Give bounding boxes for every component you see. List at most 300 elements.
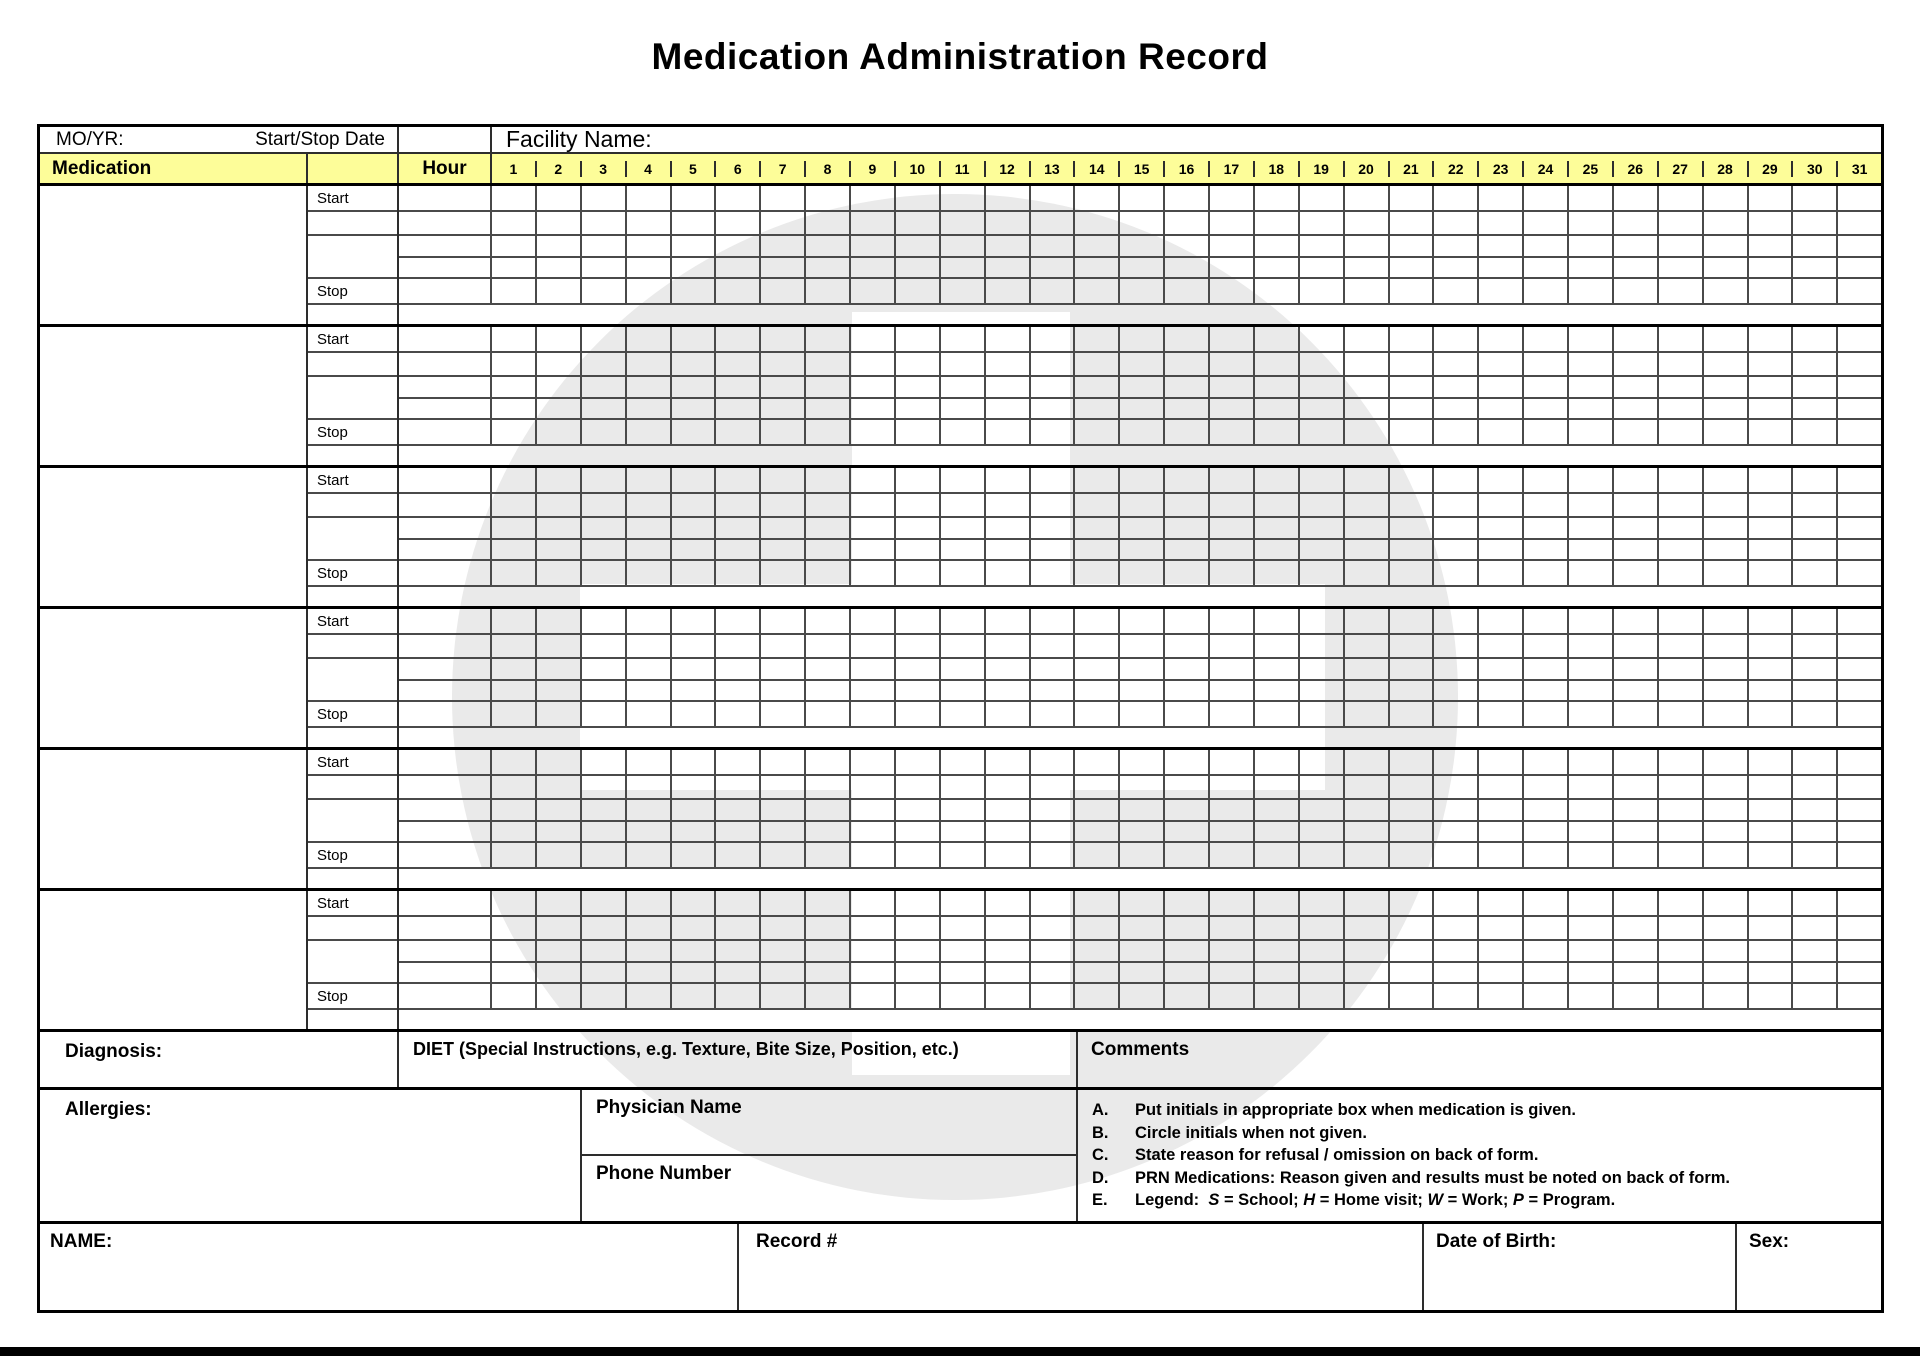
day-cell[interactable] <box>1120 236 1165 256</box>
hour-cell[interactable] <box>399 468 492 492</box>
day-cell[interactable] <box>1524 327 1569 351</box>
day-cell[interactable] <box>986 891 1031 915</box>
day-cell[interactable] <box>1255 635 1300 657</box>
day-cell[interactable] <box>1255 327 1300 351</box>
day-cell[interactable] <box>761 984 806 1008</box>
day-cell[interactable] <box>1075 941 1120 961</box>
day-cell[interactable] <box>1120 279 1165 303</box>
day-cell[interactable] <box>896 891 941 915</box>
day-cell[interactable] <box>582 635 627 657</box>
day-cell[interactable] <box>582 843 627 867</box>
hour-cell[interactable] <box>399 702 492 726</box>
day-cell[interactable] <box>761 963 806 982</box>
day-cell[interactable] <box>1120 941 1165 961</box>
day-cell[interactable] <box>1704 258 1749 277</box>
date-of-birth-field[interactable] <box>1424 1224 1737 1310</box>
day-cell[interactable] <box>941 518 986 538</box>
day-cell[interactable] <box>761 420 806 444</box>
day-cell[interactable] <box>1659 399 1704 418</box>
day-cell[interactable] <box>716 258 761 277</box>
day-cell[interactable] <box>1704 327 1749 351</box>
day-cell[interactable] <box>1704 891 1749 915</box>
day-cell[interactable] <box>1793 635 1838 657</box>
day-cell[interactable] <box>1614 750 1659 774</box>
day-cell[interactable] <box>1390 843 1435 867</box>
day-cell[interactable] <box>1031 420 1076 444</box>
day-cell[interactable] <box>761 494 806 516</box>
day-cell[interactable] <box>1165 776 1210 798</box>
day-cell[interactable] <box>1659 468 1704 492</box>
day-cell[interactable] <box>761 540 806 559</box>
day-cell[interactable] <box>896 843 941 867</box>
day-cell[interactable] <box>1210 776 1255 798</box>
day-cell[interactable] <box>627 518 672 538</box>
day-cell[interactable] <box>627 186 672 210</box>
day-cell[interactable] <box>761 635 806 657</box>
day-cell[interactable] <box>582 327 627 351</box>
day-cell[interactable] <box>1434 822 1479 841</box>
day-cell[interactable] <box>1793 917 1838 939</box>
day-cell[interactable] <box>1659 377 1704 397</box>
day-cell[interactable] <box>1479 635 1524 657</box>
day-cell[interactable] <box>1434 540 1479 559</box>
day-cell[interactable] <box>1793 468 1838 492</box>
day-cell[interactable] <box>1793 420 1838 444</box>
day-cell[interactable] <box>1255 212 1300 234</box>
day-cell[interactable] <box>1838 518 1881 538</box>
day-cell[interactable] <box>986 377 1031 397</box>
mo-yr-field[interactable] <box>40 127 399 152</box>
day-cell[interactable] <box>1793 984 1838 1008</box>
day-cell[interactable] <box>986 635 1031 657</box>
day-cell[interactable] <box>1390 561 1435 585</box>
day-cell[interactable] <box>1210 540 1255 559</box>
day-cell[interactable] <box>1479 212 1524 234</box>
record-number-field[interactable] <box>739 1224 1424 1310</box>
day-cell[interactable] <box>1838 212 1881 234</box>
day-cell[interactable] <box>582 399 627 418</box>
day-cell[interactable] <box>1210 377 1255 397</box>
day-cell[interactable] <box>1300 776 1345 798</box>
day-cell[interactable] <box>1075 659 1120 679</box>
day-cell[interactable] <box>941 258 986 277</box>
day-cell[interactable] <box>1075 635 1120 657</box>
day-cell[interactable] <box>1749 843 1794 867</box>
day-cell[interactable] <box>1031 776 1076 798</box>
day-cell[interactable] <box>1210 941 1255 961</box>
day-cell[interactable] <box>1255 420 1300 444</box>
hour-cell[interactable] <box>399 941 492 961</box>
day-cell[interactable] <box>492 236 537 256</box>
day-cell[interactable] <box>941 327 986 351</box>
day-cell[interactable] <box>896 681 941 700</box>
day-cell[interactable] <box>1838 494 1881 516</box>
day-cell[interactable] <box>1838 377 1881 397</box>
day-cell[interactable] <box>1255 984 1300 1008</box>
day-cell[interactable] <box>1704 468 1749 492</box>
day-cell[interactable] <box>1210 659 1255 679</box>
day-cell[interactable] <box>627 258 672 277</box>
day-cell[interactable] <box>1210 494 1255 516</box>
day-cell[interactable] <box>716 776 761 798</box>
day-cell[interactable] <box>1704 279 1749 303</box>
day-cell[interactable] <box>1793 540 1838 559</box>
day-cell[interactable] <box>1031 659 1076 679</box>
day-cell[interactable] <box>492 659 537 679</box>
day-cell[interactable] <box>537 399 582 418</box>
day-cell[interactable] <box>806 186 851 210</box>
day-cell[interactable] <box>627 420 672 444</box>
day-cell[interactable] <box>1390 635 1435 657</box>
day-cell[interactable] <box>1165 635 1210 657</box>
hour-cell[interactable] <box>399 609 492 633</box>
day-cell[interactable] <box>672 702 717 726</box>
day-cell[interactable] <box>1075 494 1120 516</box>
day-cell[interactable] <box>1704 984 1749 1008</box>
day-cell[interactable] <box>896 776 941 798</box>
day-cell[interactable] <box>896 518 941 538</box>
hour-cell[interactable] <box>399 258 492 277</box>
medication-field[interactable] <box>40 750 308 888</box>
day-cell[interactable] <box>582 279 627 303</box>
day-cell[interactable] <box>1345 750 1390 774</box>
day-cell[interactable] <box>582 186 627 210</box>
day-cell[interactable] <box>1704 353 1749 375</box>
day-cell[interactable] <box>806 941 851 961</box>
day-cell[interactable] <box>1659 941 1704 961</box>
day-cell[interactable] <box>986 941 1031 961</box>
day-cell[interactable] <box>1614 917 1659 939</box>
day-cell[interactable] <box>1300 518 1345 538</box>
day-cell[interactable] <box>1793 941 1838 961</box>
day-cell[interactable] <box>492 258 537 277</box>
day-cell[interactable] <box>672 494 717 516</box>
day-cell[interactable] <box>986 561 1031 585</box>
day-cell[interactable] <box>1524 258 1569 277</box>
day-cell[interactable] <box>627 917 672 939</box>
day-cell[interactable] <box>1704 540 1749 559</box>
hour-cell[interactable] <box>399 327 492 351</box>
day-cell[interactable] <box>851 963 896 982</box>
day-cell[interactable] <box>806 561 851 585</box>
day-cell[interactable] <box>716 377 761 397</box>
day-cell[interactable] <box>1479 984 1524 1008</box>
day-cell[interactable] <box>986 776 1031 798</box>
day-cell[interactable] <box>1838 420 1881 444</box>
day-cell[interactable] <box>492 327 537 351</box>
day-cell[interactable] <box>1210 843 1255 867</box>
day-cell[interactable] <box>1075 702 1120 726</box>
day-cell[interactable] <box>1075 561 1120 585</box>
day-cell[interactable] <box>806 468 851 492</box>
day-cell[interactable] <box>537 702 582 726</box>
day-cell[interactable] <box>1659 327 1704 351</box>
day-cell[interactable] <box>537 941 582 961</box>
hour-cell[interactable] <box>399 917 492 939</box>
day-cell[interactable] <box>1255 941 1300 961</box>
day-cell[interactable] <box>716 941 761 961</box>
day-cell[interactable] <box>627 561 672 585</box>
day-cell[interactable] <box>1075 236 1120 256</box>
day-cell[interactable] <box>1659 186 1704 210</box>
day-cell[interactable] <box>716 681 761 700</box>
day-cell[interactable] <box>1614 776 1659 798</box>
day-cell[interactable] <box>1614 236 1659 256</box>
day-cell[interactable] <box>851 494 896 516</box>
day-cell[interactable] <box>1749 236 1794 256</box>
day-cell[interactable] <box>1793 494 1838 516</box>
day-cell[interactable] <box>1749 279 1794 303</box>
allergies-field[interactable] <box>40 1090 582 1221</box>
day-cell[interactable] <box>851 941 896 961</box>
day-cell[interactable] <box>1659 750 1704 774</box>
day-cell[interactable] <box>1614 420 1659 444</box>
day-cell[interactable] <box>806 659 851 679</box>
day-cell[interactable] <box>582 750 627 774</box>
day-cell[interactable] <box>1524 891 1569 915</box>
day-cell[interactable] <box>492 212 537 234</box>
day-cell[interactable] <box>761 279 806 303</box>
day-cell[interactable] <box>582 941 627 961</box>
day-cell[interactable] <box>582 702 627 726</box>
day-cell[interactable] <box>1704 420 1749 444</box>
day-cell[interactable] <box>1614 353 1659 375</box>
day-cell[interactable] <box>716 984 761 1008</box>
date-field[interactable] <box>308 518 397 561</box>
day-cell[interactable] <box>1255 353 1300 375</box>
day-cell[interactable] <box>1390 258 1435 277</box>
day-cell[interactable] <box>761 702 806 726</box>
day-cell[interactable] <box>806 776 851 798</box>
day-cell[interactable] <box>806 258 851 277</box>
day-cell[interactable] <box>1120 420 1165 444</box>
day-cell[interactable] <box>1300 279 1345 303</box>
medication-field[interactable] <box>40 327 308 465</box>
day-cell[interactable] <box>1300 702 1345 726</box>
day-cell[interactable] <box>537 540 582 559</box>
day-cell[interactable] <box>1838 702 1881 726</box>
day-cell[interactable] <box>1704 212 1749 234</box>
day-cell[interactable] <box>806 353 851 375</box>
day-cell[interactable] <box>986 327 1031 351</box>
day-cell[interactable] <box>1434 279 1479 303</box>
day-cell[interactable] <box>537 518 582 538</box>
day-cell[interactable] <box>1569 963 1614 982</box>
day-cell[interactable] <box>1210 327 1255 351</box>
day-cell[interactable] <box>1524 518 1569 538</box>
day-cell[interactable] <box>1434 681 1479 700</box>
day-cell[interactable] <box>1704 561 1749 585</box>
stop-date-field[interactable] <box>308 869 397 888</box>
hour-cell[interactable] <box>399 399 492 418</box>
day-cell[interactable] <box>806 518 851 538</box>
day-cell[interactable] <box>1569 891 1614 915</box>
day-cell[interactable] <box>761 891 806 915</box>
sex-field[interactable] <box>1737 1224 1881 1310</box>
day-cell[interactable] <box>851 702 896 726</box>
patient-name-field[interactable] <box>40 1224 739 1310</box>
day-cell[interactable] <box>1165 377 1210 397</box>
day-cell[interactable] <box>1479 258 1524 277</box>
day-cell[interactable] <box>806 750 851 774</box>
day-cell[interactable] <box>1165 540 1210 559</box>
day-cell[interactable] <box>1390 609 1435 633</box>
day-cell[interactable] <box>1120 963 1165 982</box>
hour-cell[interactable] <box>399 540 492 559</box>
day-cell[interactable] <box>537 420 582 444</box>
day-cell[interactable] <box>1255 702 1300 726</box>
day-cell[interactable] <box>1749 800 1794 820</box>
day-cell[interactable] <box>582 258 627 277</box>
day-cell[interactable] <box>1659 561 1704 585</box>
day-cell[interactable] <box>1165 468 1210 492</box>
day-cell[interactable] <box>1300 377 1345 397</box>
day-cell[interactable] <box>1479 843 1524 867</box>
day-cell[interactable] <box>1704 186 1749 210</box>
day-cell[interactable] <box>1165 212 1210 234</box>
day-cell[interactable] <box>1838 776 1881 798</box>
notes-strip-cell[interactable] <box>399 446 1881 465</box>
day-cell[interactable] <box>1659 702 1704 726</box>
day-cell[interactable] <box>1524 186 1569 210</box>
day-cell[interactable] <box>941 984 986 1008</box>
day-cell[interactable] <box>1345 984 1390 1008</box>
notes-strip-cell[interactable] <box>399 869 1881 888</box>
day-cell[interactable] <box>492 702 537 726</box>
diagnosis-field[interactable] <box>40 1032 399 1087</box>
day-cell[interactable] <box>941 420 986 444</box>
day-cell[interactable] <box>806 420 851 444</box>
day-cell[interactable] <box>1300 258 1345 277</box>
start-date-field[interactable] <box>308 494 397 518</box>
day-cell[interactable] <box>1793 891 1838 915</box>
day-cell[interactable] <box>896 258 941 277</box>
day-cell[interactable] <box>492 420 537 444</box>
day-cell[interactable] <box>1120 399 1165 418</box>
day-cell[interactable] <box>761 518 806 538</box>
day-cell[interactable] <box>941 186 986 210</box>
day-cell[interactable] <box>1479 917 1524 939</box>
day-cell[interactable] <box>851 659 896 679</box>
day-cell[interactable] <box>672 917 717 939</box>
day-cell[interactable] <box>986 963 1031 982</box>
day-cell[interactable] <box>1793 681 1838 700</box>
day-cell[interactable] <box>1704 659 1749 679</box>
day-cell[interactable] <box>1524 236 1569 256</box>
day-cell[interactable] <box>1390 468 1435 492</box>
day-cell[interactable] <box>1838 800 1881 820</box>
day-cell[interactable] <box>1749 561 1794 585</box>
day-cell[interactable] <box>1434 236 1479 256</box>
day-cell[interactable] <box>1120 609 1165 633</box>
day-cell[interactable] <box>1210 186 1255 210</box>
day-cell[interactable] <box>1031 186 1076 210</box>
day-cell[interactable] <box>986 279 1031 303</box>
day-cell[interactable] <box>1255 561 1300 585</box>
day-cell[interactable] <box>761 327 806 351</box>
day-cell[interactable] <box>896 399 941 418</box>
day-cell[interactable] <box>1345 635 1390 657</box>
day-cell[interactable] <box>1165 681 1210 700</box>
day-cell[interactable] <box>1749 353 1794 375</box>
day-cell[interactable] <box>1838 609 1881 633</box>
day-cell[interactable] <box>1524 843 1569 867</box>
day-cell[interactable] <box>492 776 537 798</box>
day-cell[interactable] <box>1569 540 1614 559</box>
day-cell[interactable] <box>672 800 717 820</box>
day-cell[interactable] <box>1031 963 1076 982</box>
day-cell[interactable] <box>1210 702 1255 726</box>
day-cell[interactable] <box>1120 468 1165 492</box>
day-cell[interactable] <box>537 353 582 375</box>
day-cell[interactable] <box>1300 822 1345 841</box>
day-cell[interactable] <box>1255 681 1300 700</box>
day-cell[interactable] <box>1390 420 1435 444</box>
day-cell[interactable] <box>537 917 582 939</box>
day-cell[interactable] <box>1434 891 1479 915</box>
day-cell[interactable] <box>1390 659 1435 679</box>
day-cell[interactable] <box>1749 494 1794 516</box>
day-cell[interactable] <box>1524 212 1569 234</box>
day-cell[interactable] <box>851 327 896 351</box>
day-cell[interactable] <box>1659 843 1704 867</box>
day-cell[interactable] <box>1614 984 1659 1008</box>
day-cell[interactable] <box>761 212 806 234</box>
day-cell[interactable] <box>1165 891 1210 915</box>
day-cell[interactable] <box>1255 776 1300 798</box>
day-cell[interactable] <box>1793 750 1838 774</box>
day-cell[interactable] <box>1390 353 1435 375</box>
medication-field[interactable] <box>40 891 308 1029</box>
day-cell[interactable] <box>941 494 986 516</box>
day-cell[interactable] <box>1793 822 1838 841</box>
day-cell[interactable] <box>537 681 582 700</box>
day-cell[interactable] <box>537 750 582 774</box>
day-cell[interactable] <box>1210 635 1255 657</box>
day-cell[interactable] <box>1120 984 1165 1008</box>
day-cell[interactable] <box>1345 681 1390 700</box>
day-cell[interactable] <box>1075 609 1120 633</box>
day-cell[interactable] <box>672 327 717 351</box>
day-cell[interactable] <box>1749 941 1794 961</box>
day-cell[interactable] <box>1165 236 1210 256</box>
day-cell[interactable] <box>1569 212 1614 234</box>
day-cell[interactable] <box>1704 681 1749 700</box>
day-cell[interactable] <box>1300 212 1345 234</box>
day-cell[interactable] <box>851 540 896 559</box>
day-cell[interactable] <box>1031 984 1076 1008</box>
day-cell[interactable] <box>941 750 986 774</box>
day-cell[interactable] <box>1793 800 1838 820</box>
day-cell[interactable] <box>1614 963 1659 982</box>
day-cell[interactable] <box>1075 963 1120 982</box>
day-cell[interactable] <box>1524 776 1569 798</box>
day-cell[interactable] <box>986 702 1031 726</box>
day-cell[interactable] <box>1614 800 1659 820</box>
day-cell[interactable] <box>1120 353 1165 375</box>
day-cell[interactable] <box>1434 702 1479 726</box>
day-cell[interactable] <box>1614 212 1659 234</box>
day-cell[interactable] <box>627 327 672 351</box>
day-cell[interactable] <box>806 212 851 234</box>
day-cell[interactable] <box>1793 963 1838 982</box>
day-cell[interactable] <box>1659 635 1704 657</box>
day-cell[interactable] <box>1345 518 1390 538</box>
hour-cell[interactable] <box>399 561 492 585</box>
day-cell[interactable] <box>851 561 896 585</box>
day-cell[interactable] <box>1704 635 1749 657</box>
day-cell[interactable] <box>1255 659 1300 679</box>
